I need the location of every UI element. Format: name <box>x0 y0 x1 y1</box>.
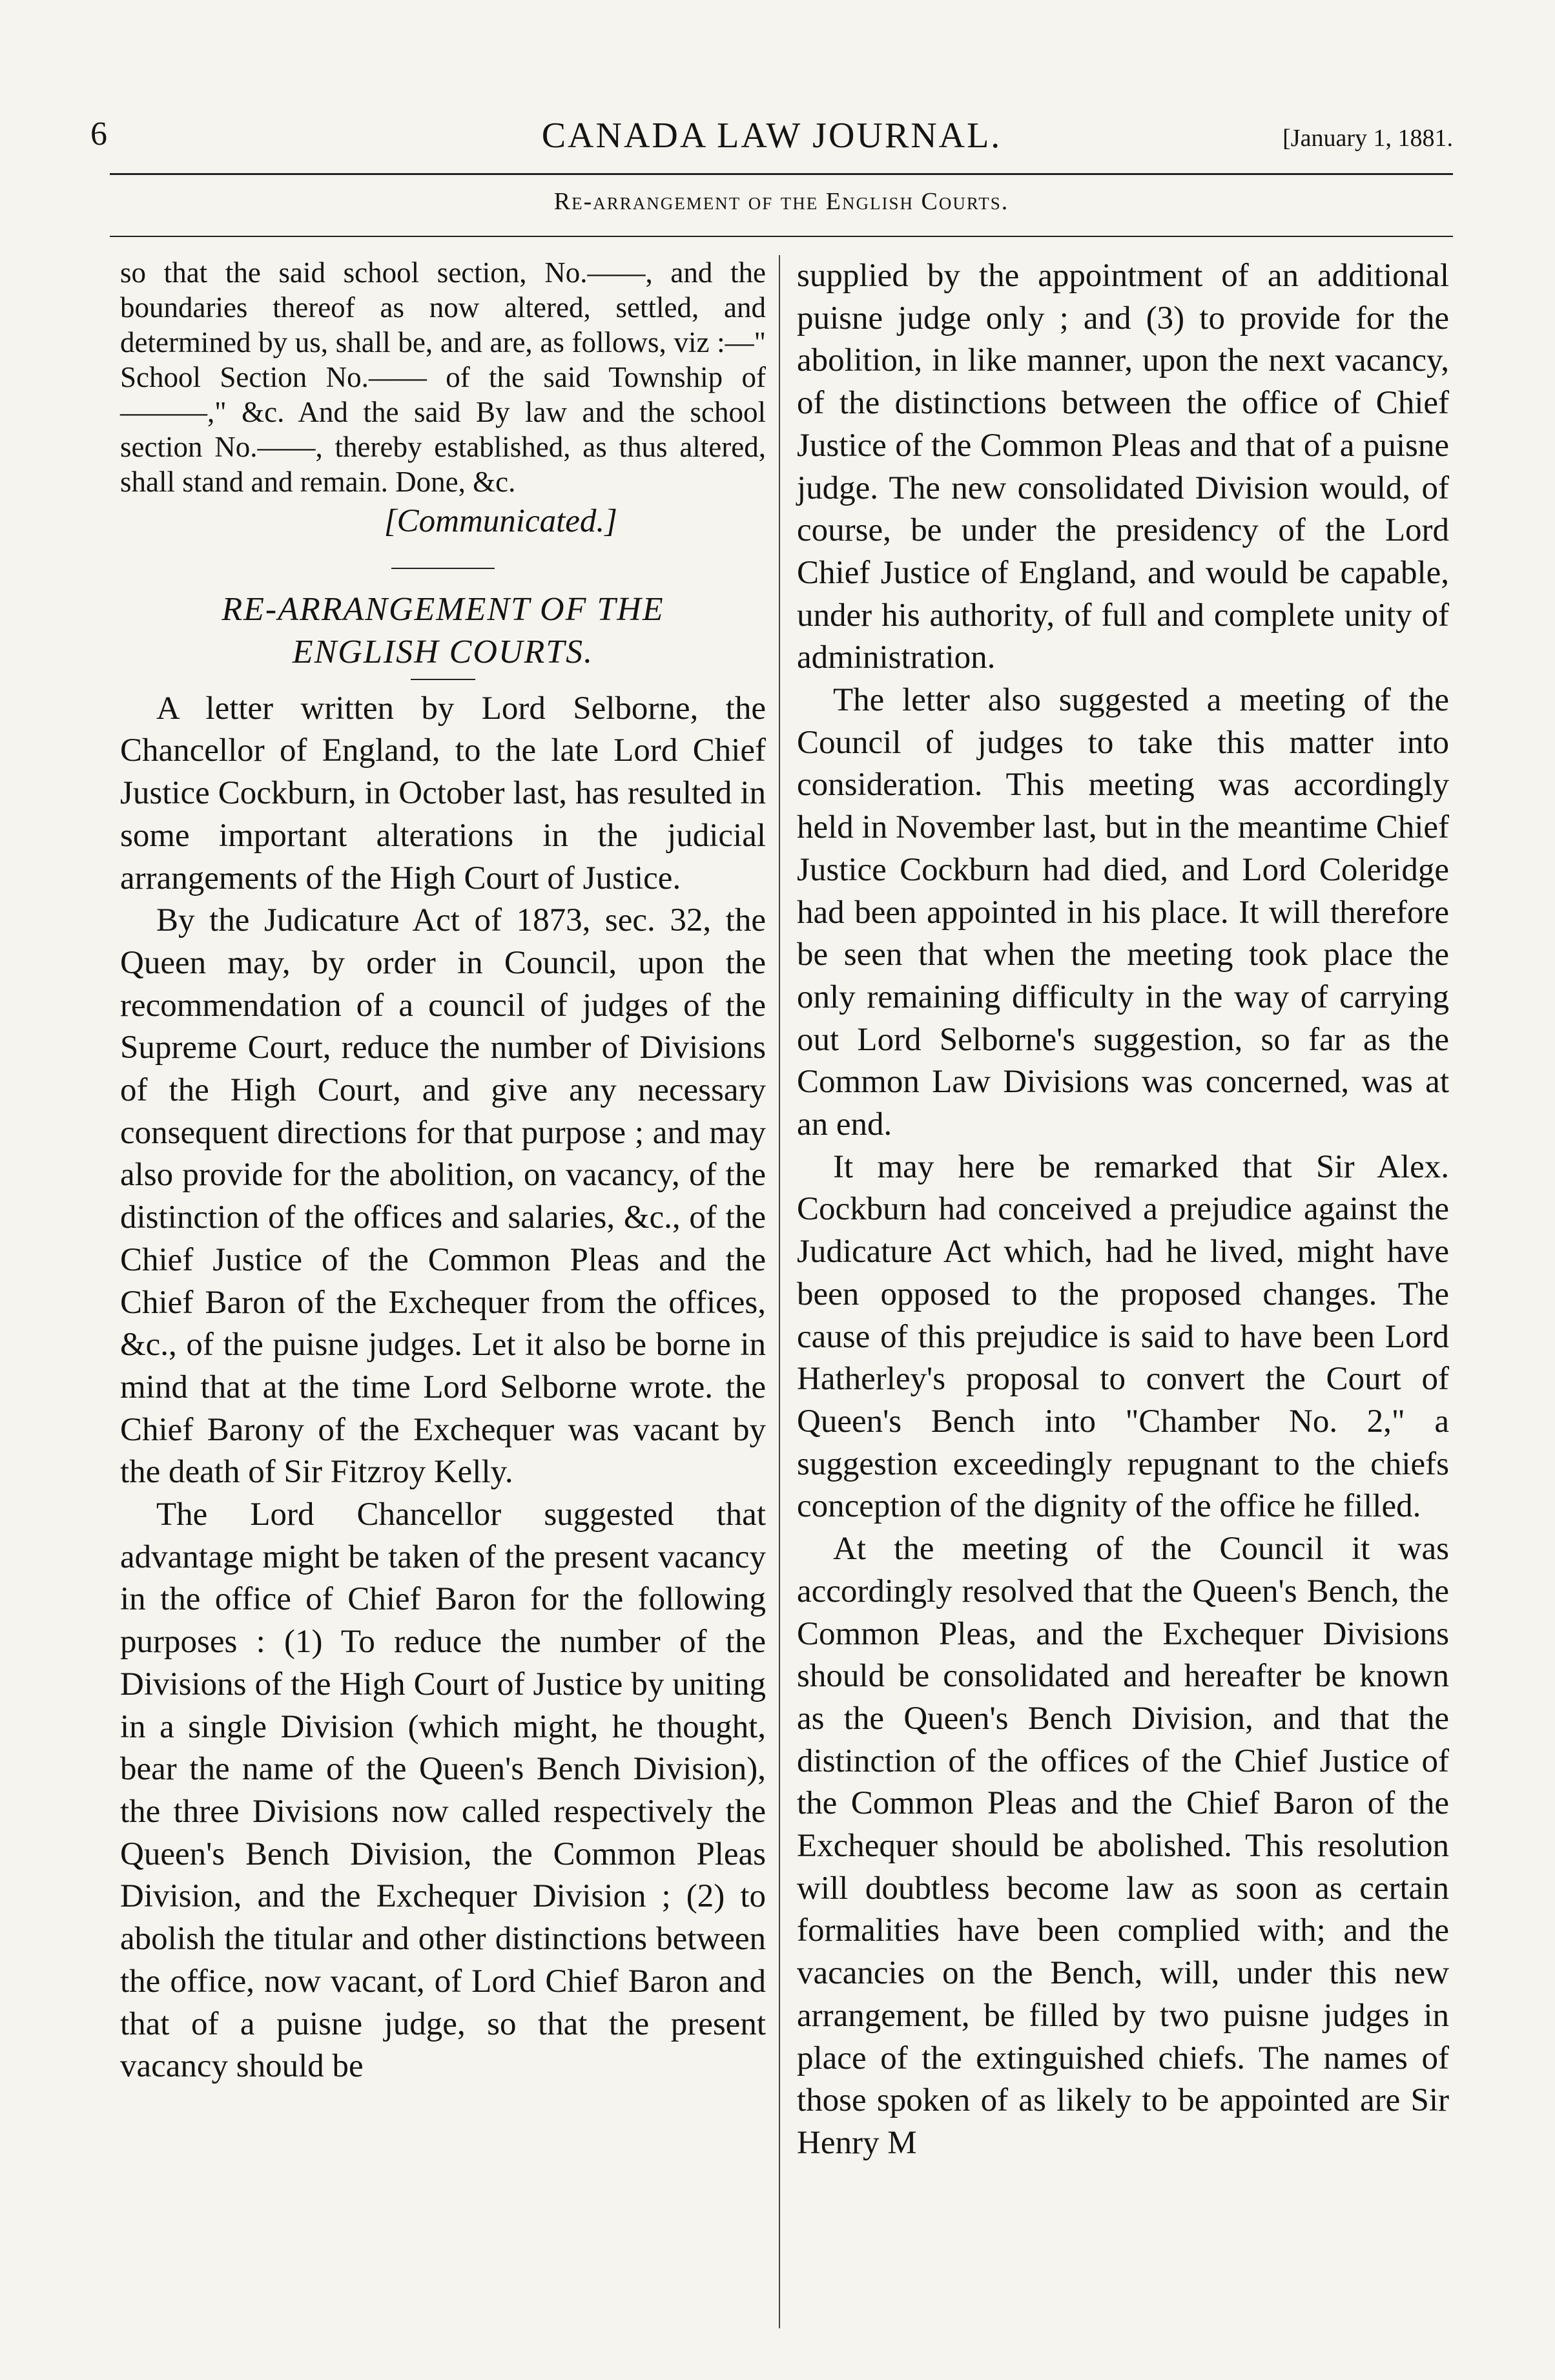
page-number: 6 <box>90 116 107 152</box>
column-divider <box>779 255 780 2328</box>
left-paragraph-4: The Lord Chancellor suggested that advantage might be taken of the present vacancy in the office of Chief Baron for the following purposes : (1) To reduce the number of the Divisions of the High Court of Justice by uniting in a single Division (which might, he thought, bear the name of the Queen's Bench Division), the three Divisions now called respectively the Queen's Bench Division, the Common Pleas Division, and the Exchequer Division ; (2) to abolish the titular and other distinctions between the office, now vacant, of Lord Chief Baron and that of a puisne judge, so that the present vacancy should be <box>120 1496 766 2085</box>
journal-title: CANADA LAW JOURNAL. <box>541 116 1002 156</box>
article-heading-line-2: ENGLISH COURTS. <box>292 633 594 670</box>
right-paragraph-1: supplied by the appointment of an additional puisne judge only ; and (3) to provide for the abolition, in like manner, upon the next vacancy, of the distinctions between the office of Chief Justice of the Common Pleas and that of a puisne judge. The new consolidated Division would, of course, be under the presidency of the Lord Chief Justice of England, and would be capable, under his authority, of full and complete unity of administration. <box>797 258 1449 676</box>
left-paragraph-2: A letter written by Lord Selborne, the Chancellor of England, to the late Lord Chief Justice Cockburn, in October last, has resulted in some important alterations in the judicial arrangements of the High Court of Justice. <box>120 690 766 896</box>
running-head: Re-arrangement of the English Courts. <box>553 188 1009 215</box>
header-rule <box>110 173 1453 175</box>
communicated-signature: [Communicated.] <box>384 503 617 539</box>
article-heading <box>120 588 766 674</box>
left-column <box>120 255 766 2088</box>
left-paragraph-1: so that the said school section, No.——, and the boundaries thereof as now altered, settled, and determined by us, shall be, and are, as follows, viz :—" School Section No.—— of the said Township of———," &c. And the said By law and the school section No.——, thereby established, as thus altered, shall stand and remain. Done, &c. <box>120 256 766 498</box>
left-paragraph-3: By the Judicature Act of 1873, sec. 32, the Queen may, by order in Council, upon the recommendation of a council of judges of the Supreme Court, reduce the number of Divisions of the High Court, and give any necessary consequent directions for that purpose ; and may also provide for the abolition, on vacancy, of the distinction of the offices and salaries, &c., of the Chief Justice of the Common Pleas and the Chief Baron of the Exchequer from the offices, &c., of the puisne judges. Let it also be borne in mind that at the time Lord Selborne wrote. the Chief Barony of the Exchequer was vacant by the death of Sir Fitzroy Kelly. <box>120 902 766 1491</box>
right-paragraph-2: The letter also suggested a meeting of the Council of judges to take this matter into consideration. This meeting was accordingly held in November last, but in the meantime Chief Justice Cockburn had died, and Lord Coleridge had been appointed in his place. It will therefore be seen that when the meeting took place the only remaining difficulty in the way of carrying out Lord Selborne's suggestion, so far as the Common Law Divisions was concerned, was at an end. <box>797 682 1449 1143</box>
right-column <box>797 255 1449 2165</box>
article-heading-line-1: RE-ARRANGEMENT OF THE <box>221 590 664 628</box>
running-head-rule <box>110 236 1453 237</box>
page-header <box>90 115 1453 167</box>
heading-divider <box>411 679 475 680</box>
right-paragraph-4: At the meeting of the Council it was accordingly resolved that the Queen's Bench, the Common Pleas, and the Exchequer Divisions should be consolidated and hereafter be known as the Queen's Bench Division, and that the distinction of the offices of the Chief Justice of the Common Pleas and the Chief Baron of the Exchequer should be abolished. This resolution will doubtless become law as soon as certain formalities have been complied with; and the vacancies on the Bench, will, under this new arrangement, be filled by two puisne judges in place of the extinguished chiefs. The names of those spoken of as likely to be appointed are Sir Henry M <box>797 1531 1449 2161</box>
right-paragraph-3: It may here be remarked that Sir Alex. Cockburn had conceived a prejudice against the Judicature Act which, had he lived, might have been opposed to the proposed changes. The cause of this prejudice is said to have been Lord Hatherley's proposal to convert the Court of Queen's Bench into "Chamber No. 2," a suggestion exceedingly repugnant to the chiefs conception of the dignity of the office he filled. <box>797 1148 1449 1525</box>
section-divider <box>391 568 495 569</box>
issue-date: [January 1, 1881. <box>1282 125 1453 152</box>
